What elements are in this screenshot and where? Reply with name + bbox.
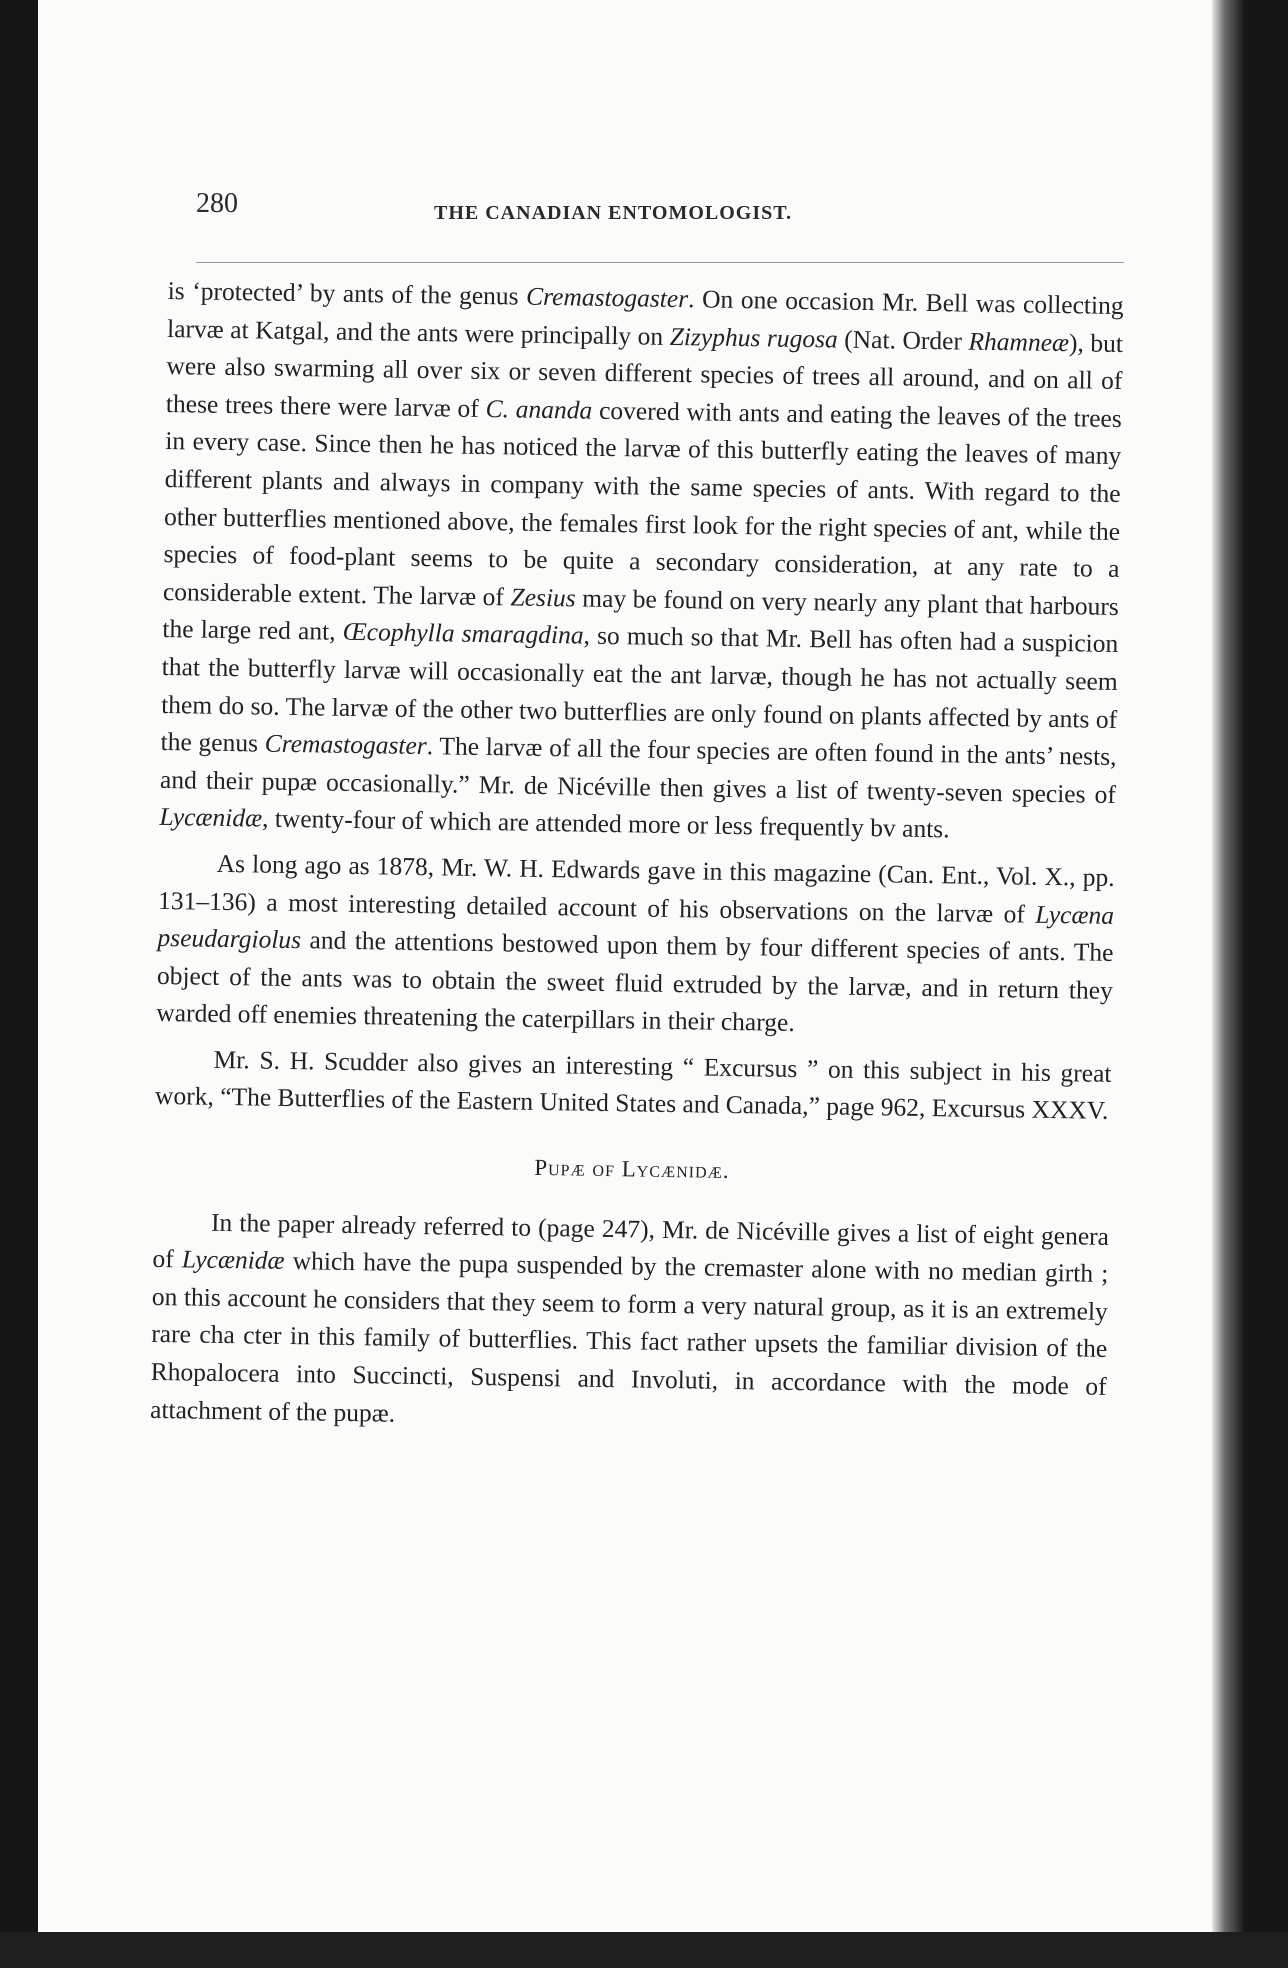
text-run: Mr. S. H. Scudder also gives an interesting “ Excursus ” on this subject in his great work, “The Butterflies of the Eastern United States and Canada,” page 962, Excursus XXXV.	[154, 1044, 1112, 1126]
header-rule	[196, 262, 1124, 263]
italic-term: Lycænidæ	[181, 1244, 285, 1276]
text-run: As long ago as 1878, Mr. W. H. Edwards gave in this magazine (Can. Ent., Vol. X., pp. 131–136) a most interesting detailed account of his observations on the larvæ of	[157, 848, 1115, 929]
italic-term: Zizyphus rugosa	[669, 321, 838, 354]
page-number: 280	[196, 188, 238, 219]
italic-term: Lycænidæ	[159, 802, 263, 833]
text-run: which have the pupa suspended by the cremaster alone with no median girth ; on this account he considers that they seem to form a very natural group, as it is an extremely rare cha cter in this family of butterflies. This fact rather upsets the familiar division of the Rhopalocera into Succincti, Suspensi and Involuti, in accordance with the mode of attachment of the pupæ.	[149, 1246, 1109, 1428]
text-run: may be found on very nearly any plant that harbours the large red ant,	[162, 583, 1120, 647]
italic-term: Rhamneæ	[968, 326, 1070, 357]
page-header	[196, 188, 1076, 228]
text-run: , so much so that Mr. Bell has often had a suspicion that the butterfly larvæ will occasionally eat the ant larvæ, though he has not actually seem them do so. The larvæ of the other two butterflies are only found on plants affected by ants of the genus	[160, 620, 1119, 758]
text-run: . The larvæ of all the four species are often found in the ants’ nests, and their pupæ occasionally.” Mr. de Nicéville then gives a list of twenty-seven species of	[159, 731, 1117, 809]
italic-term: Cremastogaster	[525, 281, 689, 314]
text-run: (Nat. Order	[837, 324, 969, 356]
italic-term: Œcophylla smaragdina	[342, 617, 584, 650]
text-run: , twenty-four of which are attended more or less frequently bv ants.	[261, 803, 950, 844]
running-title: THE CANADIAN ENTOMOLOGIST.	[434, 202, 793, 224]
text-run: is ‘protected’ by ants of the genus	[167, 275, 527, 311]
italic-term: C. ananda	[485, 393, 593, 425]
page-gutter-shadow	[1212, 0, 1244, 1932]
body-text	[150, 272, 1124, 1443]
text-run: covered with ants and eating the leaves of the trees in every case. Since then he has noticed the larvæ of this butterfly eating the leaves of many different plants and always in company with the same species of ants. With regard to the other butterflies mentioned above, the females first look for the right species of ant, while the species of food-plant seems to be quite a secondary consideration, at any rate to a considerable extent. The larvæ of	[162, 395, 1123, 612]
italic-term: Cremastogaster	[264, 728, 427, 761]
paragraph-2	[156, 844, 1115, 1047]
scan-bottom-edge	[0, 1932, 1288, 1968]
paragraph-3	[155, 1040, 1112, 1130]
italic-term: Lycæna pseudargiolus	[157, 899, 1115, 955]
text-run: In the paper already referred to (page 247), Mr. de Nicéville gives a list of eight genera of	[152, 1207, 1110, 1274]
italic-term: Zesius	[510, 582, 576, 613]
section-heading: Pupæ of Lycænidæ.	[534, 1154, 730, 1183]
text-run: ), but were also swarming all over six or seven different species of trees all around, and on all of these trees there were larvæ of	[165, 327, 1124, 423]
text-run: and the attentions bestowed upon them by four different species of ants. The object of the ants was to obtain the sweet fluid extruded by the larvæ, and in return they warded off enemies threatening the caterpillars in their charge.	[156, 925, 1114, 1038]
paragraph-1	[159, 272, 1124, 851]
text-run: . On one occasion Mr. Bell was collecting larvæ at Katgal, and the ants were principally on	[166, 284, 1124, 351]
paragraph-4	[150, 1203, 1109, 1444]
